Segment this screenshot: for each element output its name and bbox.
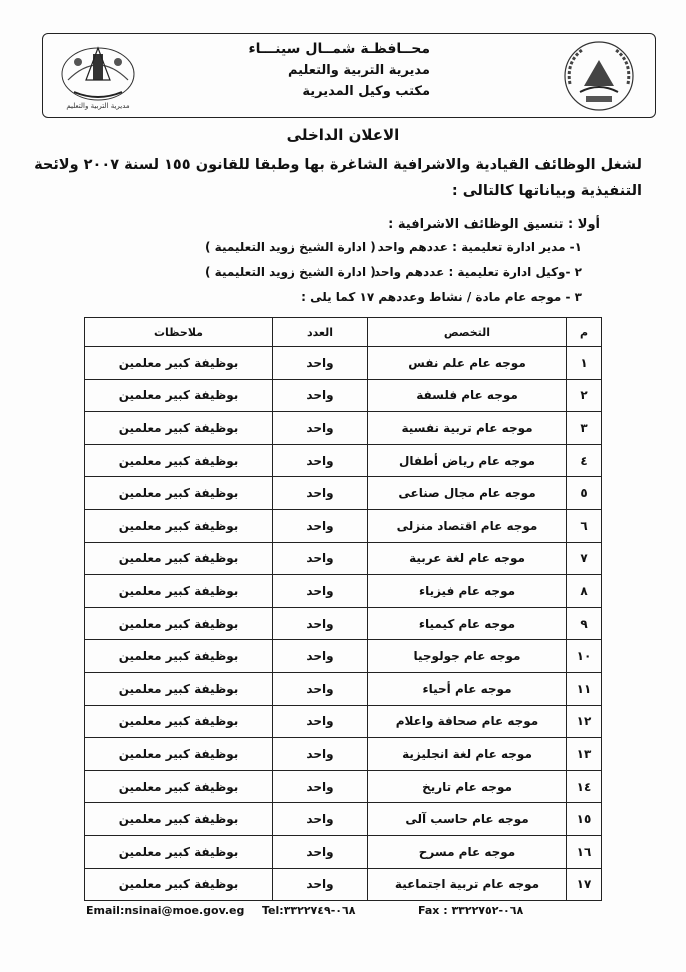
row-count: واحد xyxy=(273,640,368,673)
table-row xyxy=(85,738,602,771)
row-count: واحد xyxy=(273,509,368,542)
row-num: ٤ xyxy=(567,444,602,477)
row-spec: موجه عام فيزياء xyxy=(368,575,567,608)
table-row xyxy=(85,640,602,673)
row-count: واحد xyxy=(273,672,368,705)
row-count: واحد xyxy=(273,705,368,738)
row-notes: بوظيفة كبير معلمين xyxy=(85,444,273,477)
table-row xyxy=(85,347,602,380)
row-spec: موجه عام مسرح xyxy=(368,835,567,868)
row-count: واحد xyxy=(273,738,368,771)
header-notes: ملاحظات xyxy=(85,318,273,347)
row-spec: موجه عام علم نفس xyxy=(368,347,567,380)
row-count: واحد xyxy=(273,542,368,575)
row-spec: موجه عام لغة انجليزية xyxy=(368,738,567,771)
header-office: مكتب وكيل المديرية xyxy=(302,84,430,99)
row-notes: بوظيفة كبير معلمين xyxy=(85,379,273,412)
row-num: ١٠ xyxy=(567,640,602,673)
row-spec: موجه عام لغة عربية xyxy=(368,542,567,575)
row-count: واحد xyxy=(273,444,368,477)
row-notes: بوظيفة كبير معلمين xyxy=(85,868,273,901)
svg-text:مديرية التربية والتعليم: مديرية التربية والتعليم xyxy=(66,102,130,110)
table-row xyxy=(85,607,602,640)
row-num: ١٥ xyxy=(567,803,602,836)
header-governorate: محــافظـة شمــال سينـــاء xyxy=(248,41,430,57)
row-num: ١١ xyxy=(567,672,602,705)
row-notes: بوظيفة كبير معلمين xyxy=(85,607,273,640)
table-header-row xyxy=(85,318,602,347)
table-row xyxy=(85,477,602,510)
row-notes: بوظيفة كبير معلمين xyxy=(85,770,273,803)
header-spec: التخصص xyxy=(368,318,567,347)
row-notes: بوظيفة كبير معلمين xyxy=(85,347,273,380)
supervisors-table xyxy=(84,317,602,901)
row-num: ٣ xyxy=(567,412,602,445)
row-count: واحد xyxy=(273,835,368,868)
directorate-logo xyxy=(48,40,148,112)
row-num: ١٢ xyxy=(567,705,602,738)
footer-email: Email:nsinai@moe.gov.eg xyxy=(86,904,245,917)
row-notes: بوظيفة كبير معلمين xyxy=(85,412,273,445)
row-num: ٨ xyxy=(567,575,602,608)
header-directorate: مديرية التربية والتعليم xyxy=(287,63,430,78)
row-num: ٧ xyxy=(567,542,602,575)
row-notes: بوظيفة كبير معلمين xyxy=(85,640,273,673)
row-notes: بوظيفة كبير معلمين xyxy=(85,672,273,705)
row-notes: بوظيفة كبير معلمين xyxy=(85,575,273,608)
row-count: واحد xyxy=(273,607,368,640)
row-spec: موجه عام أحياء xyxy=(368,672,567,705)
row-notes: بوظيفة كبير معلمين xyxy=(85,477,273,510)
table-row xyxy=(85,672,602,705)
row-count: واحد xyxy=(273,575,368,608)
row-num: ١٦ xyxy=(567,835,602,868)
table-row xyxy=(85,770,602,803)
table-row xyxy=(85,379,602,412)
row-num: ١ xyxy=(567,347,602,380)
footer-fax: Fax : ٠٦٨-٣٣٢٢٧٥٢ xyxy=(418,904,524,917)
table-row xyxy=(85,444,602,477)
row-spec: موجه عام جولوجيا xyxy=(368,640,567,673)
row-num: ٦ xyxy=(567,509,602,542)
item-2: ٢ -وكيل ادارة تعليمية : عددهم واحد xyxy=(373,265,582,279)
row-spec: موجه عام كيمياء xyxy=(368,607,567,640)
table-row xyxy=(85,575,602,608)
row-spec: موجه عام تربية نفسية xyxy=(368,412,567,445)
row-spec: موجه عام اقتصاد منزلى xyxy=(368,509,567,542)
intro-line-1: لشغل الوظائف القيادية والاشرافية الشاغرة بها وطبقا للقانون ١٥٥ لسنة ٢٠٠٧ ولائحة xyxy=(34,157,642,173)
row-notes: بوظيفة كبير معلمين xyxy=(85,509,273,542)
header-num: م xyxy=(567,318,602,347)
footer-tel: Tel:٠٦٨-٣٣٢٢٧٤٩ xyxy=(262,904,356,917)
row-spec: موجه عام فلسفة xyxy=(368,379,567,412)
table-row xyxy=(85,509,602,542)
row-count: واحد xyxy=(273,379,368,412)
row-count: واحد xyxy=(273,803,368,836)
item-2-note: ( ادارة الشيخ زويد التعليمية ) xyxy=(205,265,376,279)
table-row xyxy=(85,835,602,868)
row-num: ٥ xyxy=(567,477,602,510)
item-1: ١- مدير ادارة تعليمية : عددهم واحد xyxy=(377,240,582,254)
row-spec: موجه عام تاريخ xyxy=(368,770,567,803)
row-spec: موجه عام صحافة واعلام xyxy=(368,705,567,738)
row-num: ١٣ xyxy=(567,738,602,771)
row-num: ٢ xyxy=(567,379,602,412)
page-title: الاعلان الداخلى xyxy=(286,126,400,144)
header-count: العدد xyxy=(273,318,368,347)
table-row xyxy=(85,868,602,901)
row-num: ١٧ xyxy=(567,868,602,901)
row-count: واحد xyxy=(273,477,368,510)
row-count: واحد xyxy=(273,868,368,901)
item-3: ٣ - موجه عام مادة / نشاط وعددهم ١٧ كما يلى : xyxy=(301,290,582,304)
table-row xyxy=(85,412,602,445)
section-heading: أولا : تنسيق الوظائف الاشرافية : xyxy=(388,217,600,232)
row-notes: بوظيفة كبير معلمين xyxy=(85,738,273,771)
row-spec: موجه عام تربية اجتماعية xyxy=(368,868,567,901)
row-count: واحد xyxy=(273,347,368,380)
row-num: ٩ xyxy=(567,607,602,640)
row-notes: بوظيفة كبير معلمين xyxy=(85,542,273,575)
row-count: واحد xyxy=(273,412,368,445)
row-spec: موجه عام رياض أطفال xyxy=(368,444,567,477)
row-notes: بوظيفة كبير معلمين xyxy=(85,835,273,868)
intro-line-2: التنفيذية وبياناتها كالتالى : xyxy=(451,183,642,199)
table-row xyxy=(85,542,602,575)
row-num: ١٤ xyxy=(567,770,602,803)
item-1-note: ( ادارة الشيخ زويد التعليمية ) xyxy=(205,240,376,254)
table-row xyxy=(85,705,602,738)
row-notes: بوظيفة كبير معلمين xyxy=(85,803,273,836)
row-notes: بوظيفة كبير معلمين xyxy=(85,705,273,738)
table-row xyxy=(85,803,602,836)
row-spec: موجه عام حاسب آلى xyxy=(368,803,567,836)
row-count: واحد xyxy=(273,770,368,803)
governorate-emblem xyxy=(556,38,642,114)
row-spec: موجه عام مجال صناعى xyxy=(368,477,567,510)
